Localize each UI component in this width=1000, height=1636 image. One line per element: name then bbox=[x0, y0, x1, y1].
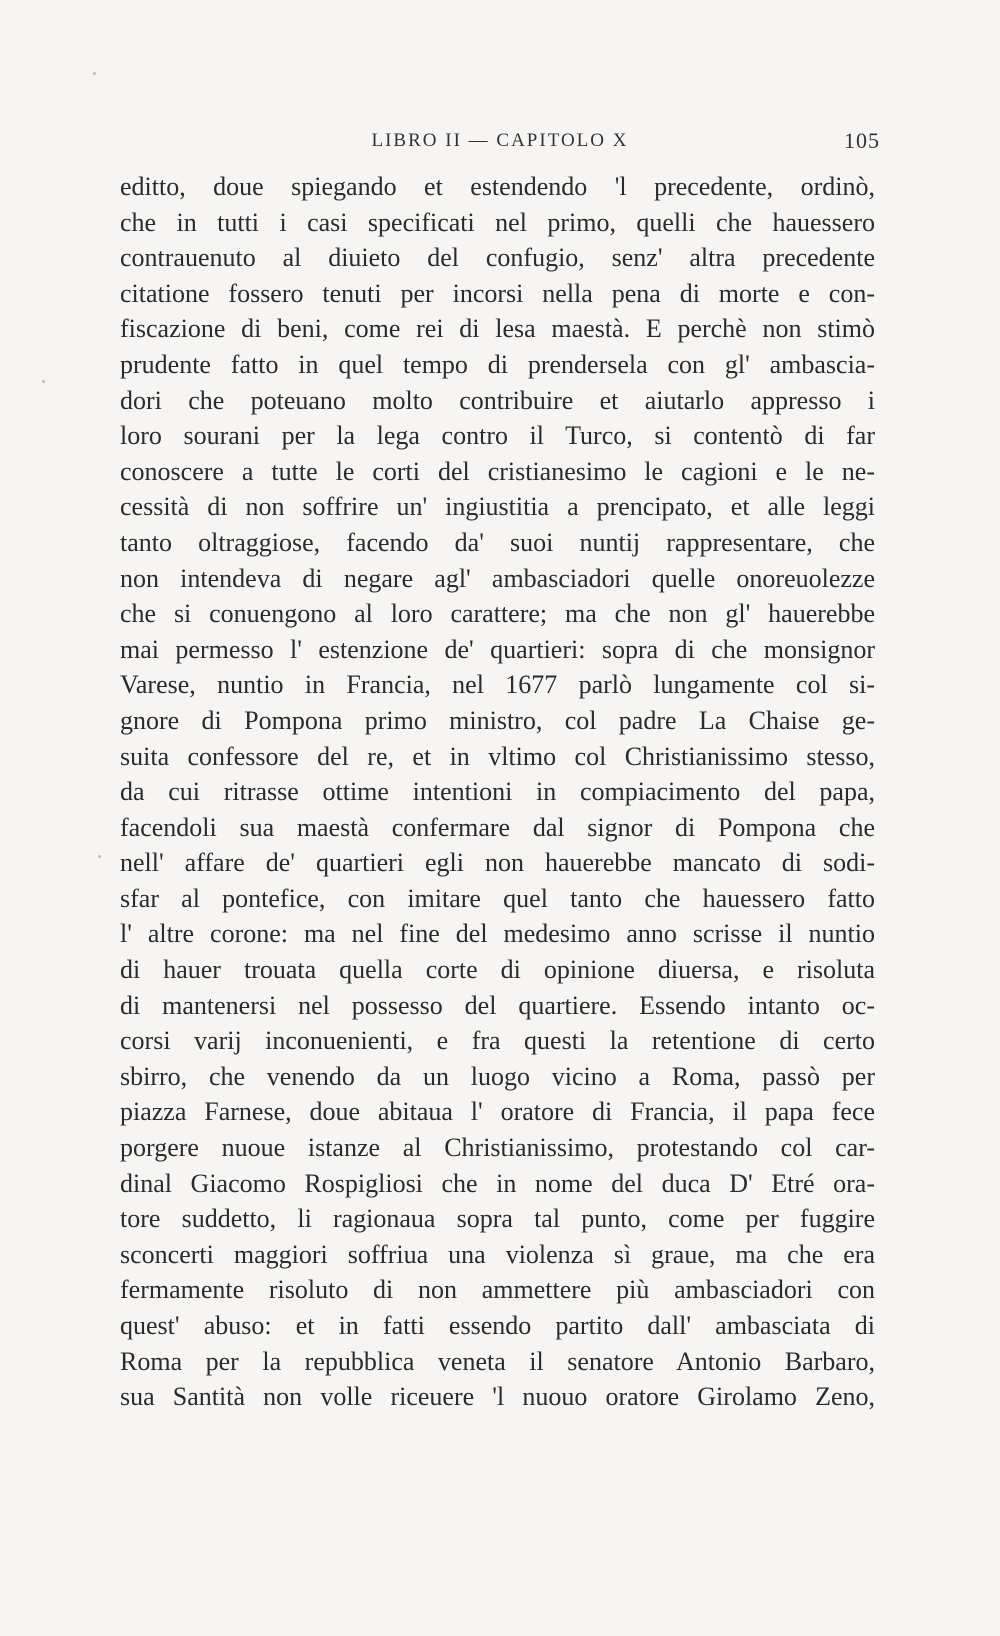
text-line: che si conuengono al loro carattere; ma che non gl' hauerebbe bbox=[120, 599, 875, 629]
text-line: porgere nuoue istanze al Christianissimo, protestando col car- bbox=[120, 1133, 875, 1163]
text-line: dori che poteuano molto contribuire et aiutarlo appresso i bbox=[120, 385, 875, 415]
text-line: di mantenersi nel possesso del quartiere. Essendo intanto oc- bbox=[120, 990, 875, 1020]
page-number: 105 bbox=[844, 128, 880, 153]
text-line: conoscere a tutte le corti del cristianesimo le cagioni e le ne- bbox=[120, 456, 875, 486]
text-line: mai permesso l' estenzione de' quartieri: sopra di che monsignor bbox=[120, 634, 875, 664]
text-line: non intendeva di negare agl' ambasciadori quelle onoreuolezze bbox=[120, 563, 875, 593]
text-line: contrauenuto al diuieto del confugio, senz' altra precedente bbox=[120, 243, 875, 273]
text-line: gnore di Pompona primo ministro, col padre La Chaise ge- bbox=[120, 705, 875, 735]
text-line: sfar al pontefice, con imitare quel tanto che hauessero fatto bbox=[120, 883, 875, 913]
body-text bbox=[120, 169, 875, 1415]
text-line: sconcerti maggiori soffriua una violenza sì graue, ma che era bbox=[120, 1239, 875, 1269]
running-title: LIBRO II — CAPITOLO X bbox=[371, 130, 629, 151]
text-line: loro sourani per la lega contro il Turco, si contentò di far bbox=[120, 421, 875, 451]
text-line: dinal Giacomo Rospigliosi che in nome del duca D' Etré ora- bbox=[120, 1168, 875, 1198]
text-line: prudente fatto in quel tempo di prendersela con gl' ambascia- bbox=[120, 349, 875, 379]
text-line: suita confessore del re, et in vltimo col Christianissimo stesso, bbox=[120, 741, 875, 771]
text-line: Roma per la repubblica veneta il senatore Antonio Barbaro, bbox=[120, 1346, 875, 1376]
text-line: tore suddetto, li ragionaua sopra tal punto, come per fuggire bbox=[120, 1204, 875, 1234]
text-line: sbirro, che venendo da un luogo vicino a Roma, passò per bbox=[120, 1061, 875, 1091]
paper-speck bbox=[42, 380, 45, 383]
text-line: l' altre corone: ma nel fine del medesimo anno scrisse il nuntio bbox=[120, 919, 875, 949]
text-line: fermamente risoluto di non ammettere più ambasciadori con bbox=[120, 1275, 875, 1305]
text-line: facendoli sua maestà confermare dal signor di Pompona che bbox=[120, 812, 875, 842]
text-line: sua Santità non volle riceuere 'l nuouo oratore Girolamo Zeno, bbox=[120, 1382, 875, 1412]
text-line: fiscazione di beni, come rei di lesa maestà. E perchè non stimò bbox=[120, 314, 875, 344]
text-line: editto, doue spiegando et estendendo 'l precedente, ordinò, bbox=[120, 172, 875, 201]
paper-speck bbox=[93, 72, 96, 75]
paper-speck bbox=[98, 855, 101, 858]
text-line: da cui ritrasse ottime intentioni in compiacimento del papa, bbox=[120, 777, 875, 807]
text-line: Varese, nuntio in Francia, nel 1677 parlò lungamente col si- bbox=[120, 670, 875, 700]
text-line: che in tutti i casi specificati nel primo, quelli che hauessero bbox=[120, 207, 875, 237]
text-line: di hauer trouata quella corte di opinione diuersa, e risoluta bbox=[120, 955, 875, 985]
text-line: nell' affare de' quartieri egli non hauerebbe mancato di sodi- bbox=[120, 848, 875, 878]
text-line: citatione fossero tenuti per incorsi nella pena di morte e con- bbox=[120, 278, 875, 308]
text-line: quest' abuso: et in fatti essendo partito dall' ambasciata di bbox=[120, 1311, 875, 1340]
text-line: cessità di non soffrire un' ingiustitia a prencipato, et alle leggi bbox=[120, 492, 875, 522]
text-line: piazza Farnese, doue abitaua l' oratore di Francia, il papa fece bbox=[120, 1097, 875, 1127]
running-head bbox=[120, 130, 880, 160]
text-line: tanto oltraggiose, facendo da' suoi nuntij rappresentare, che bbox=[120, 527, 875, 557]
text-line: corsi varij inconuenienti, e fra questi la retentione di certo bbox=[120, 1026, 875, 1056]
